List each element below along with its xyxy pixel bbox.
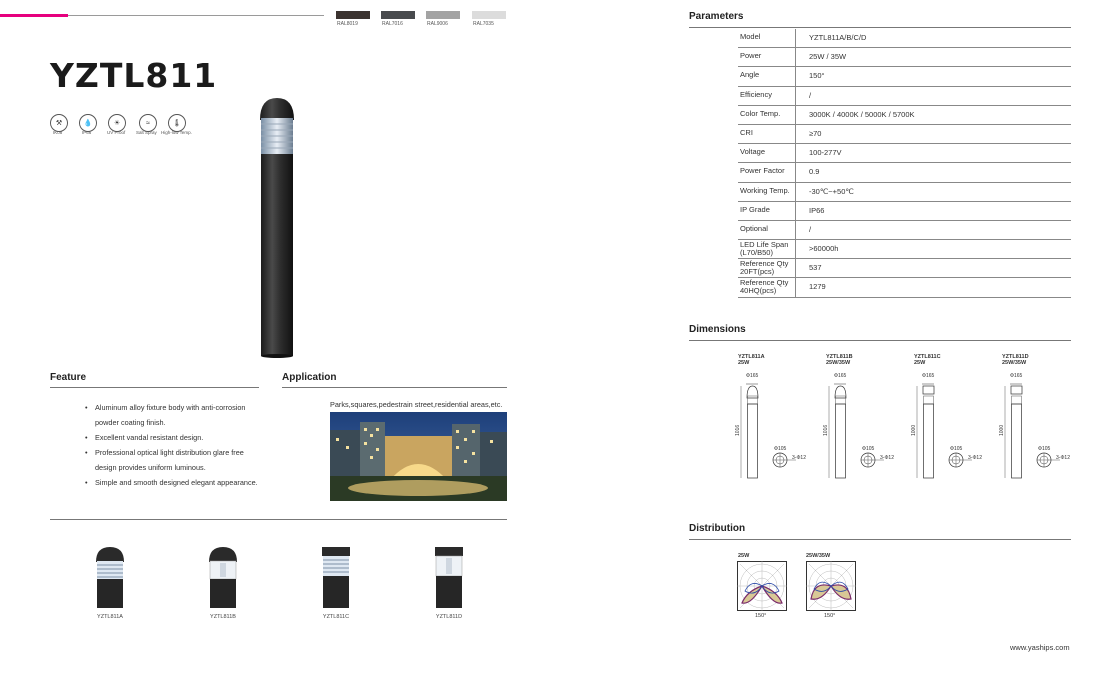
cert-label: UV Proof [107,130,126,135]
param-value: ≥70 [809,128,822,138]
accent-bar [0,14,68,17]
param-label: Reference Qty 40HQ(pcs) [740,278,789,296]
dimension-base-diameter: Φ105 [1038,446,1051,452]
cert-label: High-low Temp. [161,130,192,135]
table-row [738,87,1071,106]
table-row [738,278,1071,297]
dimension-top-diameter: Φ165 [834,373,847,379]
list-item: • Excellent vandal resistant design. [85,430,265,445]
param-label: Reference Qty 20FT(pcs) [740,259,789,277]
table-row [738,29,1071,48]
swatch-label: RAL7016 [382,21,403,27]
dimension-model-name: YZTL811A [738,354,765,360]
table-row [738,144,1071,163]
dimension-model-name: YZTL811B [826,354,853,360]
param-label: Efficiency [740,89,772,99]
dimension-drawing [823,354,906,479]
section-divider [50,519,507,520]
application-rule [282,387,507,388]
table-row [738,67,1071,86]
dimension-top-diameter: Φ165 [922,373,935,379]
dimension-line-drawing [914,368,994,483]
table-row [738,163,1071,182]
dimension-model [914,354,941,366]
param-label: Color Temp. [740,108,781,118]
salt-spray-icon: ≈ [139,114,157,132]
dimension-power: 25W [738,360,750,366]
swatch-ral9006 [426,11,460,19]
distribution-angle-label: 150° [824,613,836,619]
variant-label: YZTL811C [322,614,350,620]
dimension-model [738,354,765,366]
dimension-drawing [911,354,994,479]
param-value: IP66 [809,205,825,215]
variant-b-image [207,546,239,608]
dimension-model [1002,354,1029,366]
swatch-label: RAL9006 [427,21,448,27]
polar-distribution-diagram [806,561,856,611]
application-heading: Application [282,372,337,383]
table-row [738,221,1071,240]
distribution-angle-label: 150° [755,613,767,619]
dimension-bolt-spec: 3-Φ12 [792,455,806,461]
variant-c-image [320,546,352,608]
param-value: / [809,90,812,100]
dimension-drawing [999,354,1082,479]
product-title: YZTL811 [50,56,218,95]
dimension-height: 1016 [823,424,829,436]
swatch-ral7016 [381,11,415,19]
dimension-base-diameter: Φ105 [774,446,787,452]
param-value: 537 [809,263,822,273]
param-label: Optional [740,223,768,233]
dimension-line-drawing [826,368,906,483]
dimension-height: 1016 [735,424,741,436]
dimension-power: 25W/35W [826,360,851,366]
dimension-model [826,354,853,366]
table-row [738,240,1071,259]
dimension-bolt-spec: 3-Φ12 [1056,455,1070,461]
param-value: >60000h [809,244,839,254]
param-label: Voltage [740,147,766,157]
param-value: 1279 [809,282,826,292]
swatch-label: RAL7035 [473,21,494,27]
param-label: Model [740,32,761,41]
cert-label: IP66 [82,130,92,135]
distribution-heading: Distribution [689,523,746,534]
thermometer-icon: 🌡 [168,114,186,132]
swatch-label: RAL8019 [337,21,358,27]
application-photo [330,412,507,501]
hammer-icon: ⚒ [50,114,68,132]
sun-icon: ☀ [108,114,126,132]
dimension-line-drawing [1002,368,1082,483]
variant-label: YZTL811B [210,614,236,620]
param-label: LED Life Span (L70/B50) [740,240,789,258]
cert-label: Salt Spray [136,130,157,135]
table-row [738,125,1071,144]
table-row [738,259,1071,278]
swatch-ral7035 [472,11,506,19]
feature-rule [50,387,259,388]
param-value: / [809,224,812,234]
website-link[interactable]: www.yaships.com [1010,643,1070,652]
table-row [738,48,1071,67]
param-label: CRI [740,127,753,137]
dimension-bolt-spec: 3-Φ12 [968,455,982,461]
dimension-height: 1000 [911,424,917,436]
dimension-base-diameter: Φ105 [862,446,875,452]
dimensions-heading: Dimensions [689,324,746,335]
parameters-rule [689,27,1071,28]
table-row [738,106,1071,125]
distribution-power-label: 25W/35W [806,553,831,559]
table-row [738,202,1071,221]
table-row [738,183,1071,202]
param-value: 3000K / 4000K / 5000K / 5700K [809,109,915,119]
header-rule [68,15,324,16]
list-item: • Simple and smooth designed elegant appearance. [85,475,265,490]
param-label: Power Factor [740,166,785,176]
param-value: 0.9 [809,167,820,177]
cert-label: IK08 [53,130,63,135]
distribution-rule [689,539,1071,540]
variant-d-image [433,546,465,608]
dimension-top-diameter: Φ165 [746,373,759,379]
param-value: 100-277V [809,148,842,158]
param-value: 150° [809,71,825,81]
feature-list [85,400,265,490]
dimension-power: 25W/35W [1002,360,1027,366]
list-item: • Aluminum alloy fixture body with anti-corrosion powder coating finish. [85,400,265,430]
param-label: IP Grade [740,204,770,214]
param-label: Working Temp. [740,185,790,195]
dimension-top-diameter: Φ165 [1010,373,1023,379]
dimension-drawing [735,354,818,479]
application-text: Parks,squares,pedestrain street,residential areas,etc. [330,400,503,409]
dimension-line-drawing [738,368,818,483]
parameters-table [738,29,1071,298]
param-label: Angle [740,70,760,80]
dimension-height: 1000 [999,424,1005,436]
dimension-power: 25W [914,360,926,366]
variant-label: YZTL811D [435,614,463,620]
polar-distribution-diagram [737,561,787,611]
dimension-model-name: YZTL811C [914,354,941,360]
param-value: 25W / 35W [809,52,847,62]
dimension-base-diameter: Φ105 [950,446,963,452]
param-value: YZTL811A/B/C/D [809,33,867,42]
dimensions-rule [689,340,1071,341]
water-drop-icon: 💧 [79,114,97,132]
variant-a-image [94,546,126,608]
param-value: -30℃~+50℃ [809,186,854,196]
list-item: • Professional optical light distribution glare free design provides uniform luminous. [85,445,265,475]
swatch-ral8019 [336,11,370,19]
dimension-model-name: YZTL811D [1002,354,1029,360]
parameters-heading: Parameters [689,11,744,22]
feature-heading: Feature [50,372,87,383]
param-label: Power [740,51,762,61]
distribution-power-label: 25W [738,553,750,559]
variant-label: YZTL811A [97,614,123,620]
bollard-product-image [252,96,302,358]
dimension-bolt-spec: 3-Φ12 [880,455,894,461]
